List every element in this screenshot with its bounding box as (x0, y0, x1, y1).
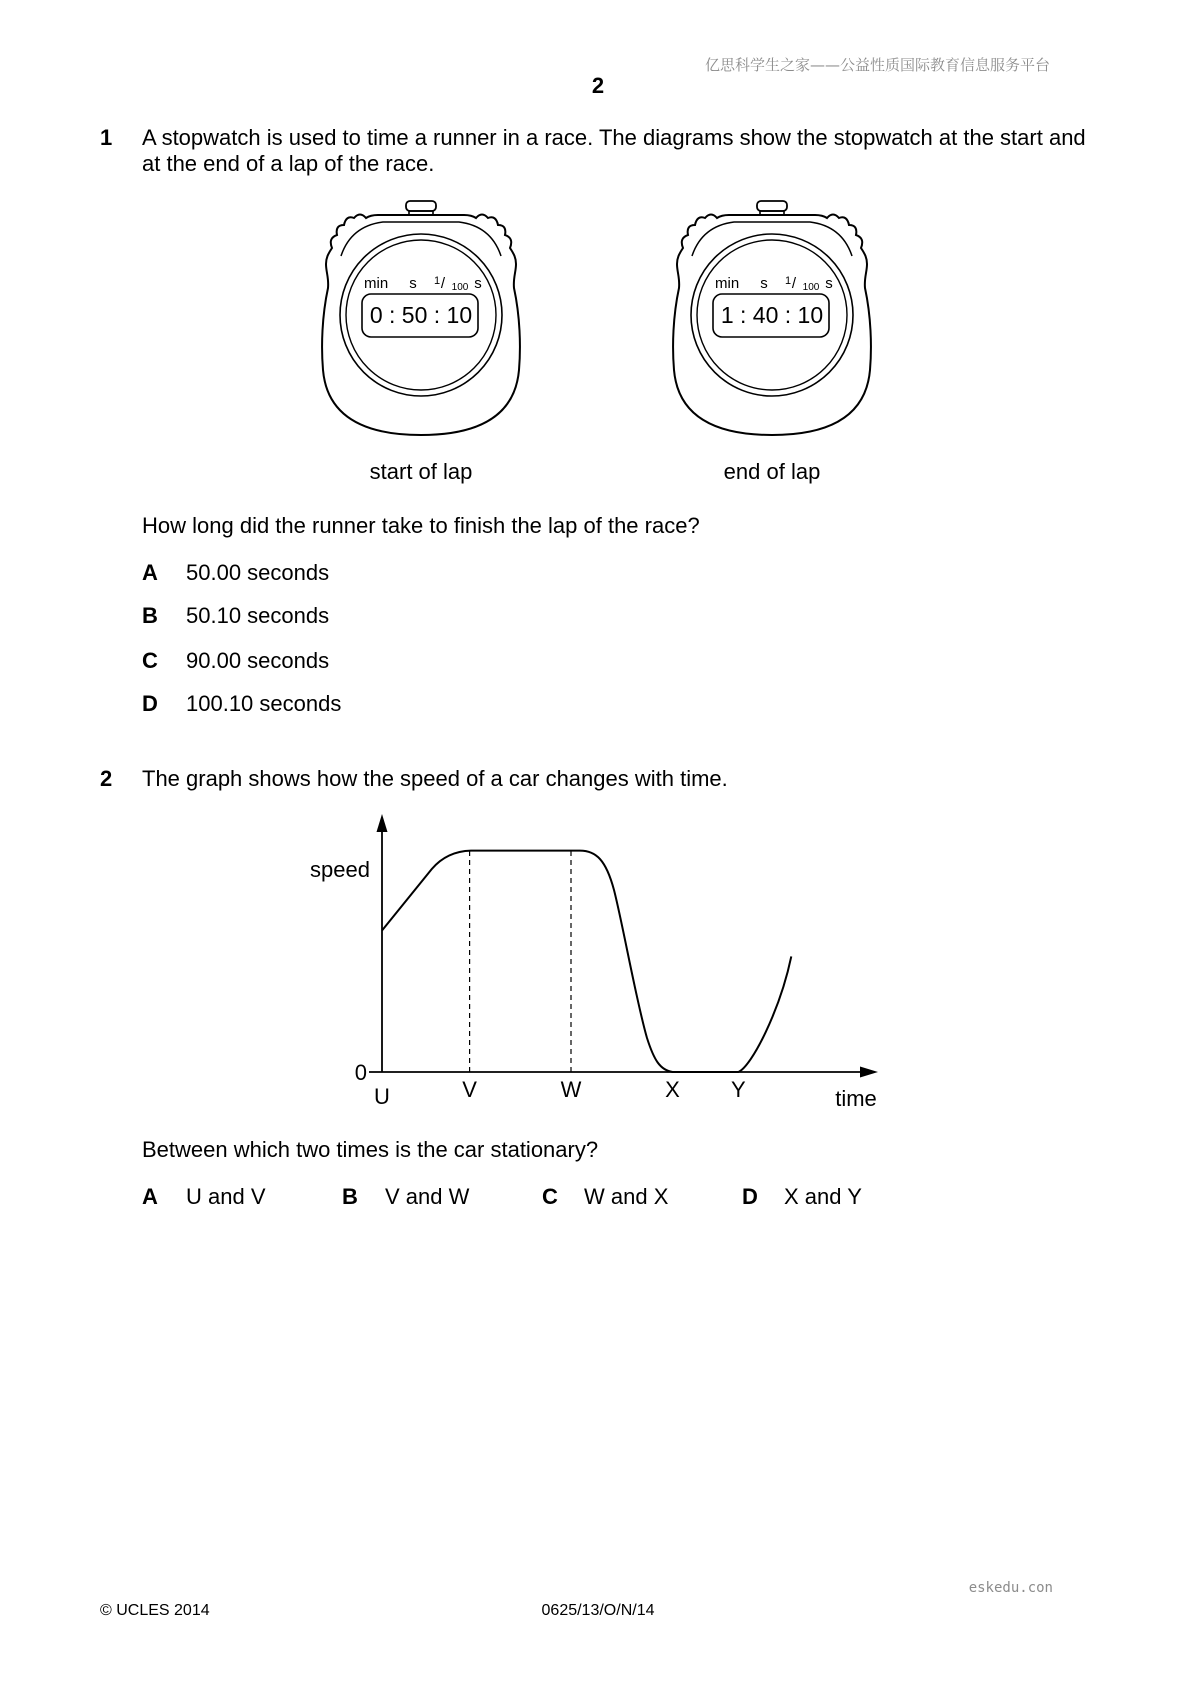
time-point-u: U (374, 1084, 390, 1109)
option-letter: B (142, 603, 158, 628)
question-1-option-b (0, 603, 1190, 629)
stopwatch-end-of-lap (672, 198, 872, 438)
option-letter: C (142, 648, 158, 673)
question-2-number: 2 (100, 766, 113, 791)
time-point-v: V (462, 1077, 477, 1102)
question-1-option-a (0, 560, 1190, 586)
question-2-text-line-1: The graph shows how the speed of a car changes with time. (142, 766, 728, 791)
unit-hundredths-s-label: s (825, 275, 833, 292)
option-letter: D (142, 691, 158, 716)
footer-paper-code: 0625/13/O/N/14 (541, 1602, 655, 1619)
question-1-prompt: How long did the runner take to finish the lap of the race? (142, 513, 700, 538)
stopwatch-button-collar (409, 211, 433, 215)
unit-s-label: s (409, 275, 417, 292)
unit-fraction-numerator: 1 (784, 275, 792, 287)
option-text: 50.10 seconds (186, 603, 330, 628)
footer-watermark: eskedu.con (968, 1580, 1053, 1596)
time-point-x: X (665, 1077, 680, 1102)
y-axis-arrow (377, 814, 388, 832)
unit-min-label: min (715, 275, 740, 292)
option-text-a: U and V (186, 1184, 266, 1209)
header-watermark: 亿思科学生之家——公益性质国际教育信息服务平台 (704, 56, 1050, 74)
question-1-option-c (0, 648, 1190, 674)
stopwatch-button-collar (760, 211, 784, 215)
option-letter: A (142, 560, 158, 585)
stopwatch-bezel (341, 222, 501, 256)
page-number: 2 (591, 73, 605, 98)
option-letter-b: B (342, 1184, 358, 1209)
stopwatch-bezel (692, 222, 852, 256)
option-text: 50.00 seconds (186, 560, 330, 585)
question-1-text-line-1: A stopwatch is used to time a runner in a race. The diagrams show the stopwatch at the start and (142, 125, 1086, 150)
stopwatch-reading: 1 : 40 : 10 (720, 302, 824, 328)
stopwatch-caption-start: start of lap (369, 459, 473, 484)
unit-fraction-slash: / (440, 275, 446, 292)
speed-time-graph (280, 800, 900, 1120)
option-text: 90.00 seconds (186, 648, 330, 673)
option-text-b: V and W (385, 1184, 470, 1209)
unit-s-label: s (760, 275, 768, 292)
speed-curve (382, 851, 791, 1072)
origin-label: 0 (354, 1060, 367, 1085)
stopwatch-button (406, 201, 436, 211)
option-letter-a: A (142, 1184, 158, 1209)
question-2-options (0, 1184, 1190, 1210)
stopwatch-button (757, 201, 787, 211)
option-text-d: X and Y (784, 1184, 862, 1209)
x-axis-label: time (835, 1086, 877, 1111)
unit-min-label: min (364, 275, 389, 292)
time-point-y: Y (731, 1077, 746, 1102)
question-1-text-line-2: at the end of a lap of the race. (142, 151, 435, 176)
stopwatch-start-of-lap (321, 198, 521, 438)
time-point-w: W (560, 1077, 582, 1102)
unit-hundredths-s-label: s (474, 275, 482, 292)
option-letter-c: C (542, 1184, 558, 1209)
footer-copyright: © UCLES 2014 (100, 1602, 210, 1619)
option-text: 100.10 seconds (186, 691, 342, 716)
unit-fraction-denominator: 100 (451, 282, 469, 293)
unit-fraction-slash: / (791, 275, 797, 292)
stopwatch-caption-end: end of lap (723, 459, 821, 484)
question-1-option-d (0, 691, 1190, 717)
stopwatch-reading: 0 : 50 : 10 (369, 302, 473, 328)
question-2-prompt: Between which two times is the car stationary? (142, 1137, 599, 1162)
unit-fraction-denominator: 100 (802, 282, 820, 293)
option-text-c: W and X (584, 1184, 669, 1209)
y-axis-label: speed (310, 857, 370, 882)
x-axis-arrow (860, 1067, 878, 1078)
option-letter-d: D (742, 1184, 758, 1209)
question-1-number: 1 (100, 125, 113, 150)
unit-fraction-numerator: 1 (433, 275, 441, 287)
